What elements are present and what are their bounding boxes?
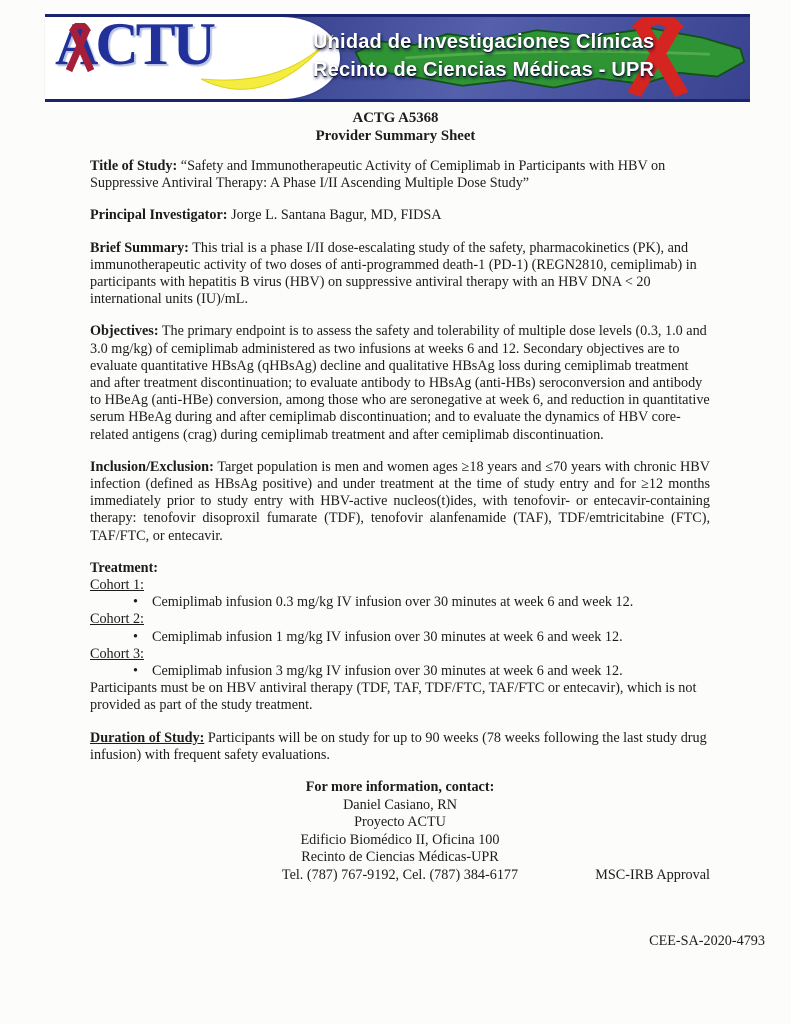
objectives-paragraph — [90, 323, 710, 443]
principal-investigator-text: Jorge L. Santana Bagur, MD, FIDSA — [231, 207, 442, 224]
title-of-study-text: “Safety and Immunotherapeutic Activity of Cemiplimab in Participants with HBV on Suppressive Antiviral Therapy: A Phase I/II Ascending Multiple Dose Study” — [90, 158, 666, 192]
study-number: ACTG A5368 — [352, 110, 439, 126]
inclusion-exclusion-text: Target population is men and women ages ≥18 years and ≤70 years with chronic HBV infection (defined as HBsAg positive) and under treatment at the time of study entry and for ≥12 months immediately prior to study entry with HBV-active nucleos(t)ides, with tenofovir- or entecavir-containing therapy: tenofovir disoproxil fumarate (TDF), tenofovir alanfenamide (TAF), TDF/emtricitabine (FTC), TAF/FTC, or entecavir. — [90, 458, 711, 544]
cohort-2-bullet-text: Cemiplimab infusion 1 mg/kg IV infusion over 30 minutes at week 6 and week 12. — [152, 628, 623, 645]
contact-heading: For more information, contact: — [305, 779, 495, 796]
actu-logo-wordmark: ACTU — [55, 11, 214, 77]
organization-name — [313, 28, 654, 84]
contact-building: Edificio Biomédico II, Oficina 100 — [300, 831, 500, 848]
brief-summary-text: This trial is a phase I/II dose-escalating study of the safety, pharmacokinetics (PK), and immunotherapeutic activity of two doses of anti-programmed death-1 (PD-1) (REGN2810, cemiplimab) in participants with hepatitis B virus (HBV) on suppressive antiviral therapy with an HBV DNA < 20 international units (IU)/mL. — [90, 239, 697, 308]
cohort-3-bullet — [90, 663, 710, 680]
bullet-icon: • — [133, 663, 138, 680]
duration-of-study-paragraph — [90, 730, 710, 764]
title-of-study-label: Title of Study: — [90, 158, 178, 174]
title-of-study-paragraph — [90, 158, 710, 192]
contact-campus: Recinto de Ciencias Médicas-UPR — [301, 849, 499, 866]
brief-summary-paragraph — [90, 240, 710, 309]
cohort-3-bullet-text: Cemiplimab infusion 3 mg/kg IV infusion over 30 minutes at week 6 and week 12. — [152, 663, 623, 680]
principal-investigator-label: Principal Investigator: — [90, 207, 228, 224]
document-body — [90, 158, 710, 885]
objectives-text: The primary endpoint is to assess the safety and tolerability of multiple dose levels (0.3, 1.0 and 3.0 mg/kg) of cemiplimab administered as two infusions at weeks 6 and 12. Secondary objectives are to evaluate quantitative HBsAg (qHBsAg) decline and qualitative HBsAg loss during cemiplimab treatment and after treatment discontinuation; to evaluate antibody to HBsAg (anti-HBs) seroconversion and antibody to HBeAg (anti-HBe) conversion, among those who are seronegative at week 6, and reduction in quantitative serum HBeAg during and after cemiplimab discontinuation; and to evaluate the dynamics of HBV core-related antigens (crag) during cemiplimab treatment and after cemiplimab discontinuation. — [90, 323, 710, 443]
contact-phone: Tel. (787) 767-9192, Cel. (787) 384-6177 — [281, 867, 519, 884]
cohort-1-label: Cohort 1: — [90, 577, 144, 594]
brief-summary-label: Brief Summary: — [90, 239, 189, 256]
inclusion-exclusion-paragraph — [90, 459, 710, 545]
duration-of-study-label: Duration of Study: — [90, 729, 205, 746]
contact-name: Daniel Casiano, RN — [343, 796, 457, 813]
logo-ribbon-icon — [60, 23, 100, 81]
inclusion-exclusion-label: Inclusion/Exclusion: — [90, 458, 214, 475]
organization-line2: Recinto de Ciencias Médicas - UPR — [313, 59, 655, 81]
contact-project: Proyecto ACTU — [354, 814, 446, 831]
principal-investigator-paragraph — [90, 207, 710, 224]
actu-logo-panel — [45, 11, 340, 99]
objectives-label: Objectives: — [90, 323, 159, 340]
cohort-1-bullet — [90, 594, 710, 611]
cohort-1-bullet-text: Cemiplimab infusion 0.3 mg/kg IV infusion over 30 minutes at week 6 and week 12. — [152, 594, 634, 611]
cohort-2-label: Cohort 2: — [90, 611, 144, 628]
irb-approval-text: MSC-IRB Approval — [595, 867, 710, 884]
duration-of-study-text: Participants will be on study for up to 90 weeks (78 weeks following the last study drug infusion) with frequent safety evaluations. — [90, 729, 707, 763]
treatment-note: Participants must be on HBV antiviral therapy (TDF, TAF, TDF/FTC, TAF/FTC or entecavir), which is not provided as part of the study treatment. — [90, 680, 697, 714]
header-banner — [45, 11, 750, 102]
bullet-icon: • — [133, 628, 138, 645]
protocol-code: CEE-SA-2020-4793 — [649, 933, 765, 949]
treatment-section — [90, 560, 710, 715]
contact-phone-row — [90, 867, 710, 885]
cohort-3-label: Cohort 3: — [90, 645, 144, 662]
cohort-2-bullet — [90, 629, 710, 646]
contact-block — [90, 779, 710, 885]
document-heading — [0, 110, 791, 145]
treatment-label: Treatment: — [90, 559, 159, 576]
bullet-icon: • — [133, 594, 138, 611]
sheet-title: Provider Summary Sheet — [315, 127, 476, 144]
organization-line1: Unidad de Investigaciones Clínicas — [313, 31, 655, 53]
